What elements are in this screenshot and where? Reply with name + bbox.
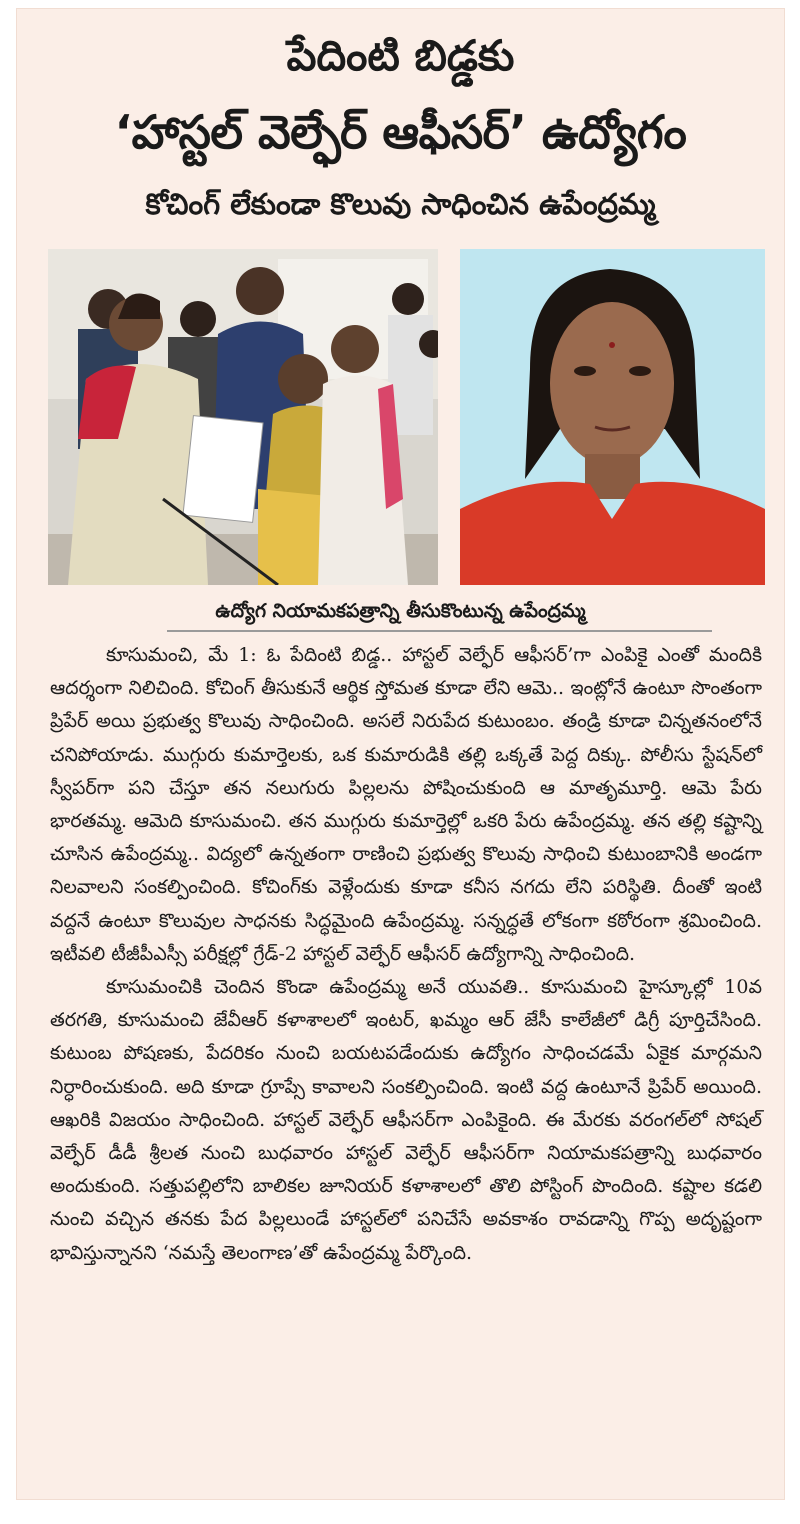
article-paragraph-2: కూసుమంచికి చెందిన కొండా ఉపేంద్రమ్మ అనే యువతి.. కూసుమంచి హైస్కూల్లో 10వ తరగతి, కూసుమంచి జేవీఆర్ కళాశాలలో ఇంటర్, ఖమ్మం ఆర్ జేసీ కాలేజీలో డిగ్రీ పూర్తిచేసింది. కుటుంబ పోషణకు, పేదరికం నుంచి బయటపడేందుకు ఉద్యోగం సాధించడమే ఏకైక మార్గమని నిర్ధారించుకుంది. అది కూడా గ్రూప్సే కావాలని సంకల్పించింది. ఇంటి వద్ద ఉంటూనే ప్రిపేర్ అయింది. ఆఖరికి విజయం సాధించింది. హాస్టల్ వెల్ఫేర్ ఆఫీసర్‌గా ఎంపికైంది. ఈ మేరకు వరంగల్‌లో సోషల్ వెల్ఫేర్ డీడీ శ్రీలత నుంచి బుధవారం హాస్టల్ వెల్ఫేర్ ఆఫీసర్‌గా నియామకపత్రాన్ని బుధవారం అందుకుంది. సత్తుపల్లిలోని బాలికల జూనియర్ కళాశాలలో తొలి పోస్టింగ్ పొందింది. కష్టాల కడలి నుంచి వచ్చిన తనకు పేద పిల్లలుండే హాస్టల్‌లో పనిచేసే అవకాశం రావడాన్ని గొప్ప అదృష్టంగా భావిస్తున్నానని ‘నమస్తే తెలంగాణ’తో ఉపేంద్రమ్మ పేర్కొంది. xyxy=(50,976,762,1264)
photo-appointment-letter-ceremony xyxy=(48,249,438,585)
article-body xyxy=(50,639,762,1270)
subheadline: కోచింగ్ లేకుండా కొలువు సాధించిన ఉపేంద్రమ్మ xyxy=(145,187,656,221)
news-clipping xyxy=(17,9,784,1499)
caption-divider xyxy=(167,630,712,632)
article-paragraph-1: కూసుమంచి, మే 1: ఓ పేదింటి బిడ్డ.. హాస్టల్ వెల్ఫేర్ ఆఫీసర్’గా ఎంపికై ఎంతో మందికి ఆదర్శంగా నిలిచింది. కోచింగ్ తీసుకునే ఆర్థిక స్తోమత కూడా లేని ఆమె.. ఇంట్లోనే ఉంటూ సొంతంగా ప్రిపేర్ అయి ప్రభుత్వ కొలువు సాధించింది. అసలే నిరుపేద కుటుంబం. తండ్రి కూడా చిన్నతనంలోనే చనిపోయాడు. ముగ్గురు కుమార్తెలకు, ఒక కుమారుడికి తల్లి ఒక్కతే పెద్ద దిక్కు. పోలీసు స్టేషన్‌లో స్వీపర్‌గా పని చేస్తూ తన నలుగురు పిల్లలను పోషించుకుంది ఆ మాతృమూర్తి. ఆమె పేరు భారతమ్మ. ఆమెది కూసుమంచి. తన ముగ్గురు కుమార్తెల్లో ఒకరి పేరు ఉపేంద్రమ్మ. తన తల్లి కష్టాన్ని చూసిన ఉపేంద్రమ్మ.. విద్యలో ఉన్నతంగా రాణించి ప్రభుత్వ కొలువు సాధించి కుటుంబానికి అండగా నిలవాలని సంకల్పించింది. కోచింగ్‌కు వెళ్లేందుకు కూడా కనీస నగదు లేని పరిస్థితి. దీంతో ఇంటి వద్దనే ఉంటూ కొలువుల సాధనకు సిద్ధమైంది ఉపేంద్రమ్మ. సన్నద్ధతే లోకంగా కఠోరంగా శ్రమించింది. ఇటీవలి టీజీపీఎస్సీ పరీక్షల్లో గ్రేడ్-2 హాస్టల్ వెల్ఫేర్ ఆఫీసర్ ఉద్యోగాన్ని సాధించింది. xyxy=(50,644,762,965)
headline-line-2: ‘హాస్టల్ వెల్ఫేర్ ఆఫీసర్’ ఉద్యోగం xyxy=(114,105,687,159)
photo-caption: ఉద్యోగ నియామకపత్రాన్ని తీసుకొంటున్న ఉపేంద్రమ్మ xyxy=(215,600,586,622)
portrait-photo-upendramma xyxy=(460,249,765,585)
headline-line-1: పేదింటి బిడ్డకు xyxy=(286,31,515,80)
